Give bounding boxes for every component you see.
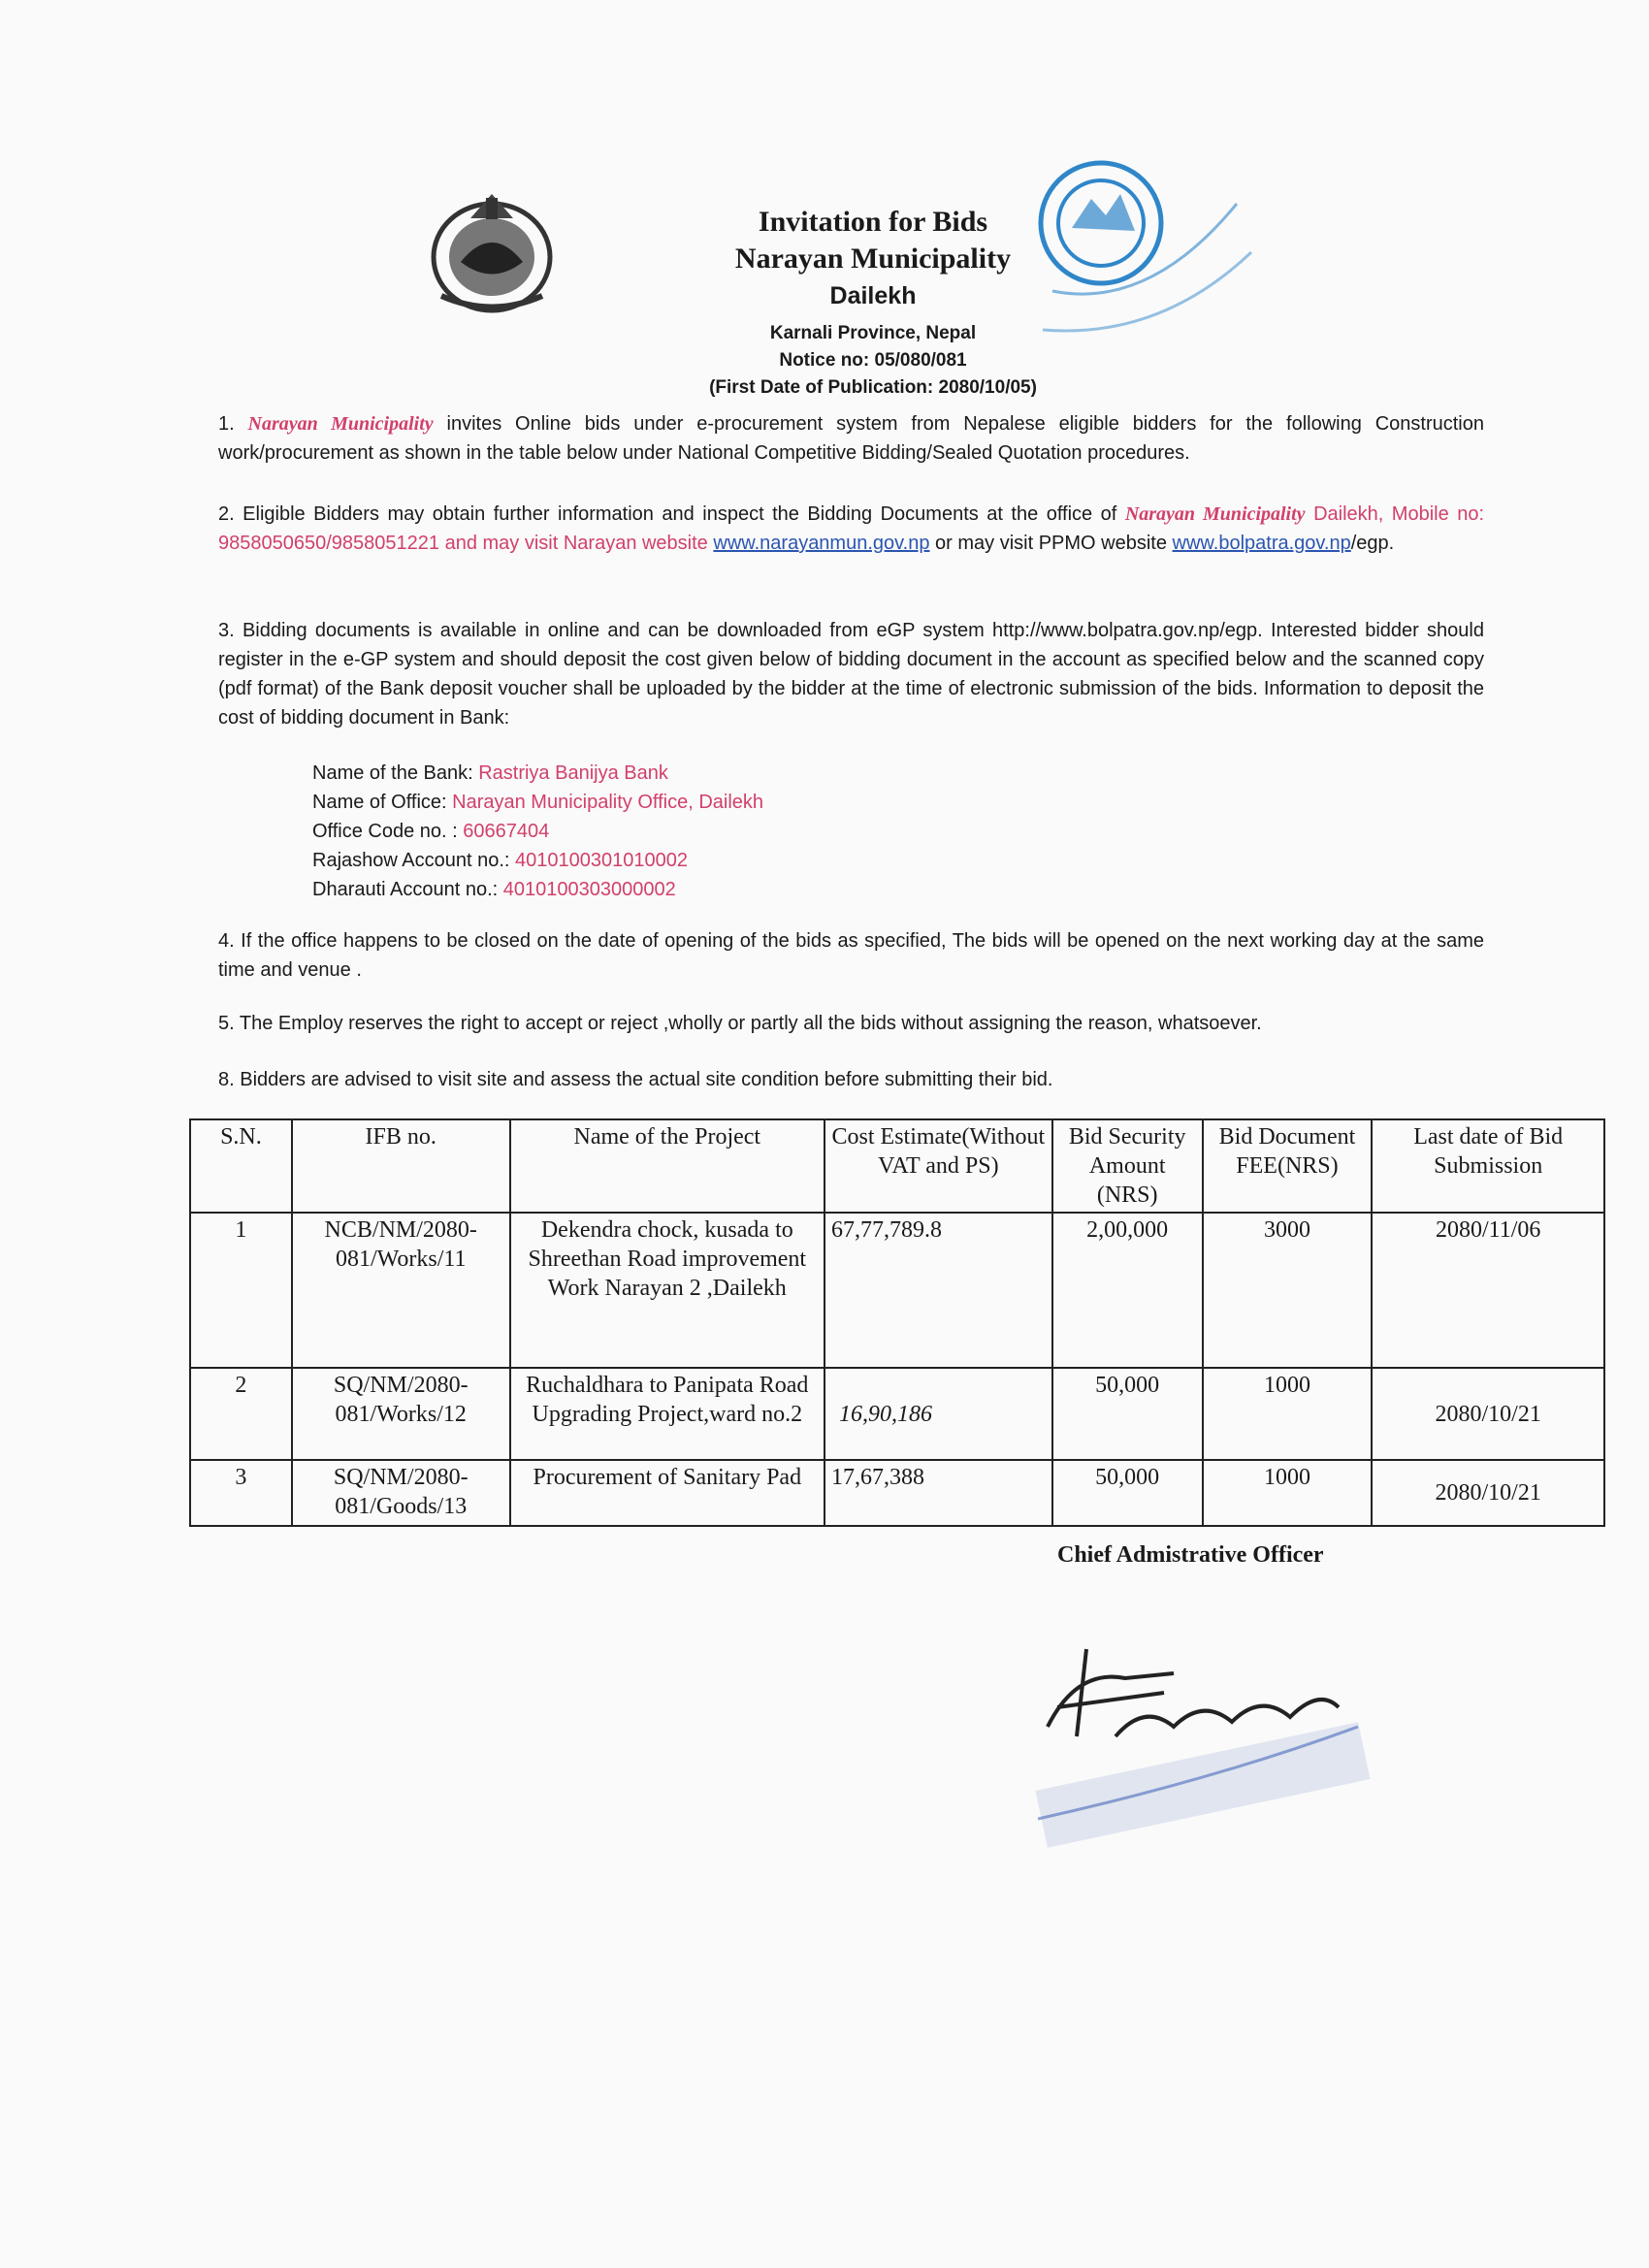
table-row: 2 SQ/NM/2080-081/Works/12 Ruchaldhara to Panipata Road Upgrading Project,ward no.2 16,90,186 50,000 1000 2080/10/21 bbox=[190, 1368, 1604, 1460]
paragraph-2: 2. Eligible Bidders may obtain further information and inspect the Bidding Documents at the office of Narayan Municipality Dailekh, Mobile no: 9858050650/9858051221 and may visit Narayan website www.narayanmun.gov.np or may visit PPMO website www.bolpatra.gov.np/egp. bbox=[218, 503, 1485, 554]
district-name: Dailekh bbox=[829, 282, 917, 309]
column-header: Name of the Project bbox=[510, 1119, 824, 1213]
bids-table bbox=[189, 1118, 1605, 1527]
page-title: Invitation for Bids bbox=[758, 206, 988, 238]
paragraph-8: 8. Bidders are advised to visit site and assess the actual site condition before submitting their bid. bbox=[218, 1069, 1053, 1090]
bank-line: Dharauti Account no.: 4010100303000002 bbox=[312, 879, 676, 900]
contact-info: Dailekh, Mobile no: 9858050650/9858051221 and may visit Narayan website bbox=[218, 503, 1485, 554]
bank-line: Rajashow Account no.: 4010100301010002 bbox=[312, 850, 688, 871]
org-name-inline: Narayan Municipality bbox=[1124, 503, 1306, 525]
column-header: IFB no. bbox=[292, 1119, 510, 1213]
table-row: 1 NCB/NM/2080-081/Works/11 Dekendra chock, kusada to Shreethan Road improvement Work Narayan 2 ,Dailekh 67,77,789.8 2,00,000 3000 2080/11/06 bbox=[190, 1213, 1604, 1368]
publication-date: (First Date of Publication: 2080/10/05) bbox=[709, 377, 1037, 398]
table-header-row bbox=[190, 1119, 1604, 1213]
province-name: Karnali Province, Nepal bbox=[769, 323, 977, 343]
bank-line: Office Code no. : 60667404 bbox=[312, 821, 550, 842]
paragraph-5: 5. The Employ reserves the right to accept or reject ,wholly or partly all the bids without assigning the reason, whatsoever. bbox=[218, 1013, 1262, 1034]
paragraph-1: 1. Narayan Municipality invites Online bids under e-procurement system from Nepalese eligible bidders for the following Construction work/procurement as shown in the table below under National Competitive Bidding/Sealed Quotation procedures. bbox=[218, 413, 1484, 464]
org-name: Narayan Municipality bbox=[734, 243, 1012, 275]
bank-line: Name of Office: Narayan Municipality Office, Dailekh bbox=[312, 792, 764, 813]
bank-line: Name of the Bank: Rastriya Banijya Bank bbox=[312, 762, 668, 784]
paragraph-4: 4. If the office happens to be closed on the date of opening of the bids as specified, The bids will be opened on the next working day at the same time and venue . bbox=[218, 930, 1484, 981]
signature-stamp-icon bbox=[1018, 1610, 1426, 1853]
paragraph-3: 3. Bidding documents is available in online and can be downloaded from eGP system http://www.bolpatra.gov.np/egp. Interested bidder should register in the e-GP system and should deposit the cost given below of bidding document in the account as specified below and the scanned copy (pdf format) of the Bank deposit voucher shall be uploaded by the bidder at the time of electronic submission of the bids. Information to deposit the cost of bidding document in Bank: bbox=[218, 620, 1484, 729]
bank-info bbox=[312, 759, 763, 904]
ppmo-website-link[interactable]: www.bolpatra.gov.np bbox=[1172, 533, 1351, 554]
org-name-inline: Narayan Municipality bbox=[247, 413, 434, 435]
municipality-website-link[interactable]: www.narayanmun.gov.np bbox=[713, 533, 930, 554]
column-header: Cost Estimate(Without VAT and PS) bbox=[824, 1119, 1052, 1213]
column-header: S.N. bbox=[190, 1119, 292, 1213]
column-header: Bid Security Amount (NRS) bbox=[1052, 1119, 1203, 1213]
notice-number: Notice no: 05/080/081 bbox=[779, 350, 967, 371]
column-header: Bid Document FEE(NRS) bbox=[1203, 1119, 1373, 1213]
signoff-title: Chief Admistrative Officer bbox=[1057, 1542, 1324, 1568]
nepal-emblem-icon bbox=[422, 184, 563, 320]
notice-header bbox=[582, 204, 1164, 402]
table-row: 3 SQ/NM/2080-081/Goods/13 Procurement of Sanitary Pad 17,67,388 50,000 1000 2080/10/21 bbox=[190, 1460, 1604, 1526]
column-header: Last date of Bid Submission bbox=[1372, 1119, 1604, 1213]
